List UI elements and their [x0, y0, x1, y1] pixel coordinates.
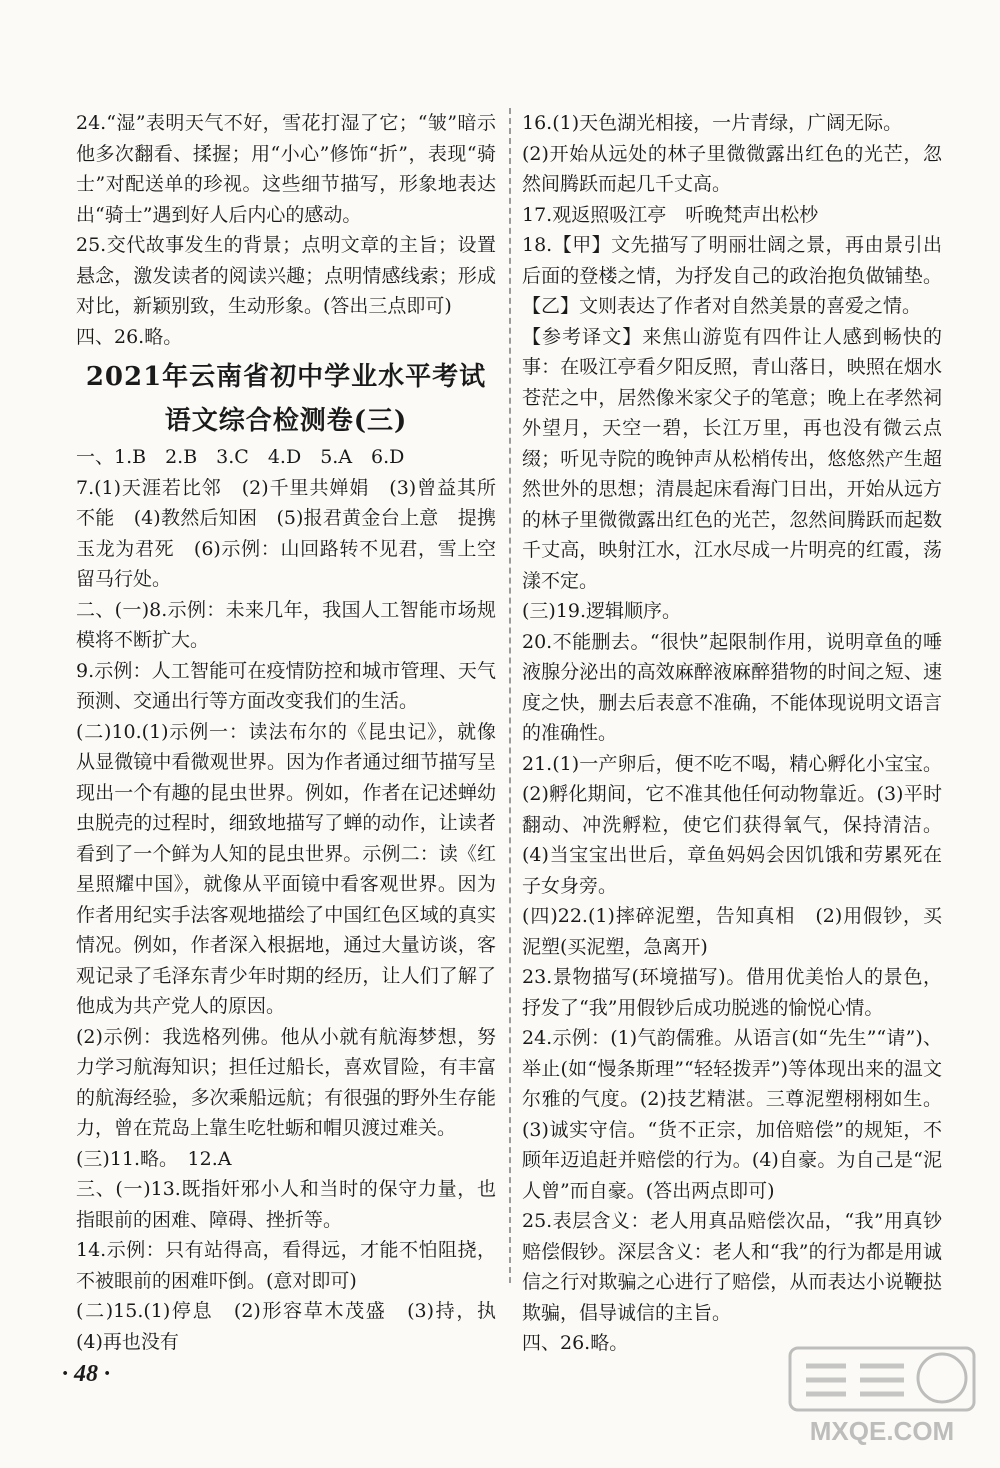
- answer-q24-right: 24.示例：(1)气韵儒雅。从语言(如“先生”“请”)、举止(如“慢条斯理”“轻轻拨弄”)等体现出来的温文尔雅的气度。(2)技艺精湛。三尊泥塑栩栩如生。(3)诚实守信。“货不正宗，加倍赔偿”的规矩，不顾年迈追赶并赔偿的行为。(4)自豪。为自己是“泥人曾”而自豪。(答出两点即可): [522, 1027, 942, 1202]
- answer-q18: 18.【甲】文先描写了明丽壮阔之景，再由景引出后面的登楼之情，为抒发自己的政治抱负做铺垫。【乙】文则表达了作者对自然美景的喜爱之情。: [522, 234, 942, 317]
- answer-q10-1: (二)10.(1)示例一：读法布尔的《昆虫记》，就像从显微镜中看微观世界。因为作者通过细节描写呈现出一个有趣的昆虫世界。例如，作者在记述蝉幼虫脱壳的过程时，细致地描写了蝉的动作，让读者看到了一个鲜为人知的昆虫世界。示例二：读《红星照耀中国》，就像从平面镜中看客观世界。因为作者用纪实手法客观地描绘了中国红色区域的真实情况。例如，作者深入根据地，通过大量访谈，客观记录了毛泽东青少年时期的经历，让人们了解了他成为共产党人的原因。: [76, 720, 496, 1017]
- answer-q9: 9.示例：人工智能可在疫情防控和城市管理、天气预测、交通出行等方面改变我们的生活。: [76, 659, 496, 712]
- left-column: [76, 108, 516, 1357]
- answer-q14: 14.示例：只有站得高，看得远，才能不怕阻挠，不被眼前的困难吓倒。(意对即可): [76, 1239, 496, 1292]
- answer-q17: 17.观返照吸江亭 听晚梵声出松杪: [522, 203, 819, 226]
- exam-title-line2: 语文综合检测卷(三): [164, 406, 408, 436]
- answer-q26-right: 四、26.略。: [522, 1332, 629, 1354]
- right-column: [522, 108, 942, 1359]
- answer-q22: (四)22.(1)摔碎泥塑，告知真相 (2)用假钞，买泥塑(买泥塑，急离开): [522, 905, 942, 958]
- answer-q7: 7.(1)天涯若比邻 (2)千里共婵娟 (3)曾益其所不能 (4)教然后知困 (5)报君黄金台上意 提携玉龙为君死 (6)示例：山回路转不见君，雪上空留马行处。: [76, 476, 496, 590]
- answer-q24: 24.“湿”表明天气不好，雪花打湿了它；“皱”暗示他多次翻看、揉握；用“小心”修饰“折”，表现“骑士”对配送单的珍视。这些细节描写，形象地表达出“骑士”遇到好人后内心的感动。: [76, 112, 496, 226]
- answer-q20: 20.不能删去。“很快”起限制作用，说明章鱼的唾液腺分泌出的高效麻醉液麻醉猎物的时间之短、速度之快，删去后表意不准确，不能体现说明文语言的准确性。: [522, 630, 942, 744]
- watermark-logo-icon: [782, 1340, 982, 1452]
- answer-q15: (二)15.(1)停息 (2)形容草木茂盛 (3)持，执 (4)再也没有: [76, 1300, 516, 1353]
- answer-q25: 25.交代故事发生的背景；点明文章的主旨；设置悬念，激发读者的阅读兴趣；点明情感线索；形成对比，新颖别致，生动形象。(答出三点即可): [76, 234, 496, 317]
- answer-q16-1: 16.(1)天色湖光相接，一片青绿，广阔无际。: [522, 112, 903, 134]
- answer-q16-2: (2)开始从远处的林子里微微露出红色的光芒，忽然间腾跃而起几千丈高。: [522, 142, 942, 195]
- answer-q26: 四、26.略。: [76, 325, 183, 348]
- answer-q19: (三)19.逻辑顺序。: [522, 600, 682, 622]
- column-divider: [509, 108, 511, 1283]
- answer-q25-right: 25.表层含义：老人用真品赔偿次品，“我”用真钞赔偿假钞。深层含义：老人和“我”的行为都是用诚信之行对欺骗之心进行了赔偿，从而表达小说鞭挞欺骗，倡导诚信的主旨。: [522, 1210, 942, 1324]
- answer-q18-translation: 【参考译文】来焦山游览有四件让人感到畅快的事：在吸江亭看夕阳反照，青山落日，映照在烟水苍茫之中，居然像米家父子的笔意；晚上在孝然祠外望月，天空一碧，长江万里，再也没有微云点缀；听见寺院的晚钟声从松梢传出，悠悠然产生超然世外的思想；清晨起床看海门日出，开始从远方的林子里微微露出红色的光芒，忽然间腾跃而起数千丈高，映射江水，江水尽成一片明亮的红霞，荡漾不定。: [522, 325, 942, 592]
- exam-title-line1: 2021年云南省初中学业水平考试: [85, 362, 487, 392]
- answer-q13: 三、(一)13.既指奸邪小人和当时的保守力量，也指眼前的困难、障碍、挫折等。: [76, 1178, 496, 1231]
- watermark-text: MXQE.COM: [809, 1416, 955, 1446]
- answer-q11-12: (三)11.略。 12.A: [76, 1147, 232, 1170]
- answer-q21: 21.(1)一产卵后，便不吃不喝，精心孵化小宝宝。(2)孵化期间，它不准其他任何动物靠近。(3)平时翻动、冲洗孵粒，使它们获得氧气，保持清洁。(4)当宝宝出世后，章鱼妈妈会因饥饿和劳累死在子女身旁。: [522, 752, 942, 897]
- answer-q8: 二、(一)8.示例：未来几年，我国人工智能市场规模将不断扩大。: [76, 598, 496, 651]
- page-number: · 48 ·: [62, 1361, 110, 1387]
- answer-q10-2: (2)示例：我选格列佛。他从小就有航海梦想，努力学习航海知识；担任过船长，喜欢冒险，有丰富的航海经验，多次乘船远航；有很强的野外生存能力，曾在荒岛上靠生吃牡蛎和帽贝渡过难关。: [76, 1025, 496, 1139]
- answer-q23: 23.景物描写(环境描写)。借用优美怡人的景色，抒发了“我”用假钞后成功脱逃的愉悦心情。: [522, 966, 942, 1019]
- answer-multiple-choice: 一、1.B 2.B 3.C 4.D 5.A 6.D: [76, 446, 405, 468]
